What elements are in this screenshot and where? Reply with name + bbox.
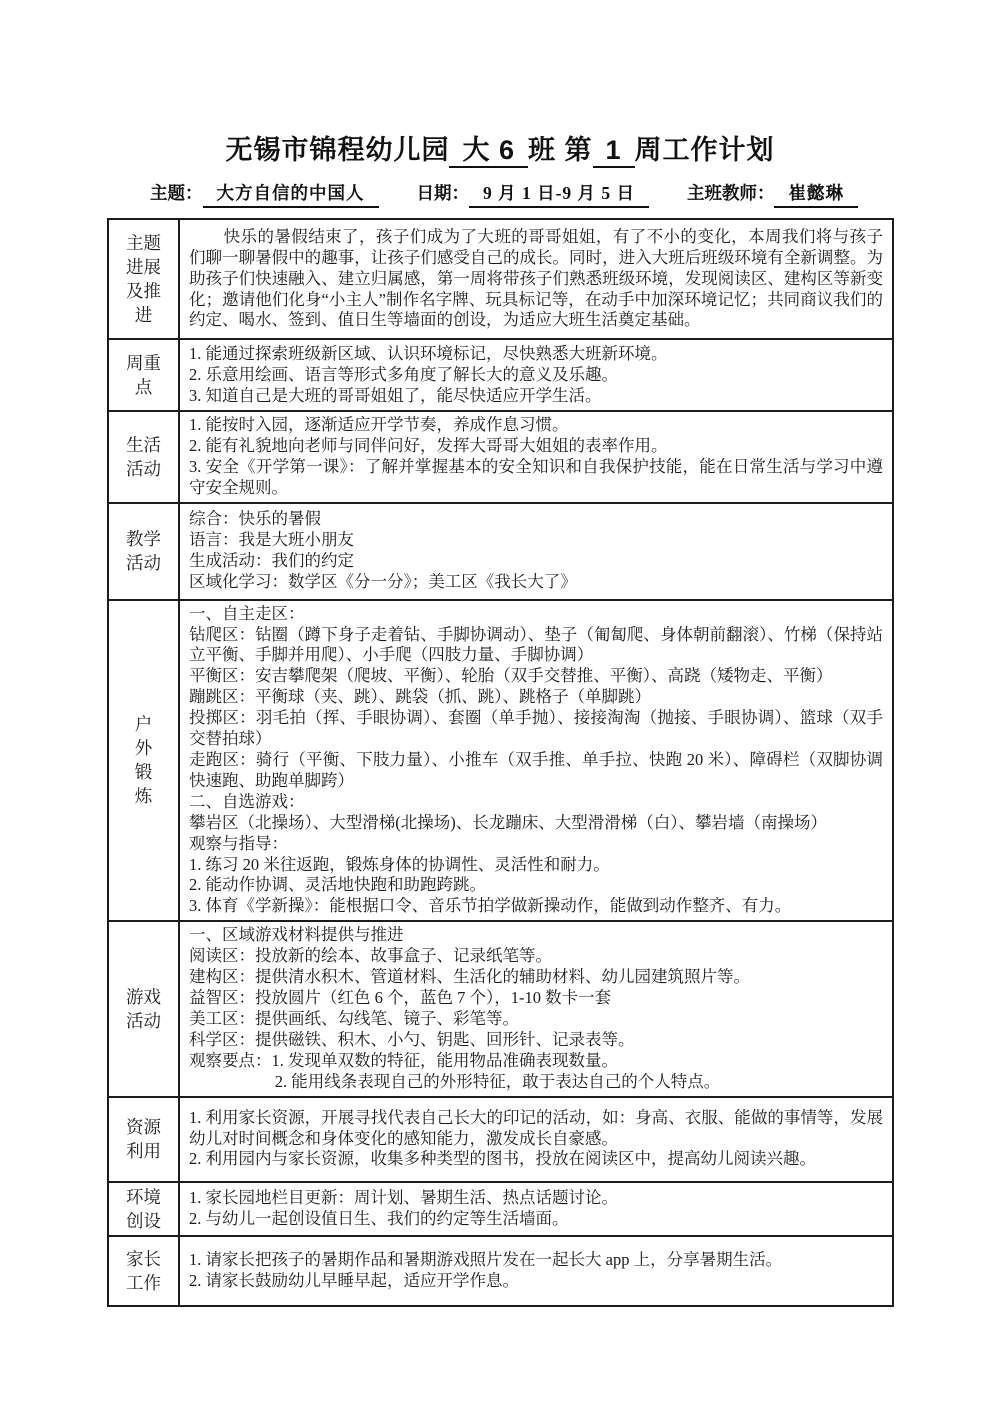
- content-line: 建构区：提供清水积木、管道材料、生活化的辅助材料、幼儿园建筑照片等。: [189, 967, 750, 987]
- content-line: 语言：我是大班小朋友: [189, 530, 354, 550]
- row-label-environment-creation: [108, 1182, 179, 1236]
- row-label-week-focus: [108, 339, 179, 411]
- row-label-theme-progress: [108, 219, 179, 339]
- row-label-teaching-activities: [108, 503, 179, 600]
- table-row-resource-use: [108, 1097, 893, 1182]
- meta-teacher: [687, 180, 858, 208]
- row-label-line: 工作: [126, 1272, 161, 1293]
- row-content-parent-work: [179, 1236, 893, 1306]
- content-line: 3. 知道自己是大班的哥哥姐姐了，能尽快适应开学生活。: [189, 385, 602, 405]
- content-line: 观察要点：1. 发现单双数的特征，能用物品准确表现数量。: [189, 1050, 618, 1070]
- content-line: 美工区：提供画纸、勾线笔、镜子、彩笔等。: [189, 1008, 519, 1028]
- title-suffix-text: 周工作计划: [634, 135, 775, 165]
- row-content-resource-use: [179, 1097, 893, 1182]
- row-content-week-focus: [179, 339, 893, 411]
- content-line: 生成活动：我们的约定: [189, 551, 354, 571]
- meta-date: [416, 180, 649, 208]
- content-line: 2. 利用园内与家长资源，收集多种类型的图书，投放在阅读区中，提高幼儿阅读兴趣。: [189, 1149, 816, 1169]
- content-line: 投掷区：羽毛拍（挥、手眼协调）、套圈（单手抛）、接接淘淘（抛接、手眼协调）、篮球（双手交替拍球）: [189, 708, 883, 749]
- content-line: 2. 能动作协调、灵活地快跑和助跑跨跳。: [189, 875, 486, 895]
- content-line: 益智区：投放圆片（红色 6 个，蓝色 7 个），1-10 数卡一套: [189, 987, 612, 1007]
- content-line: 1. 能通过探索班级新区域、认识环境标记，尽快熟悉大班新环境。: [189, 343, 668, 363]
- row-label-line: 教学: [126, 529, 161, 550]
- content-line: 2. 与幼儿一起创设值日生、我们的约定等生活墙面。: [189, 1208, 569, 1228]
- content-line: 蹦跳区：平衡球（夹、跳）、跳袋（抓、跳）、跳格子（单脚跳）: [189, 687, 651, 707]
- table-row-teaching-activities: [108, 503, 893, 600]
- content-line: 综合：快乐的暑假: [189, 509, 321, 529]
- meta-theme: [150, 180, 379, 208]
- date-label: 日期：: [416, 183, 469, 204]
- content-line: 快乐的暑假结束了，孩子们成为了大班的哥哥姐姐，有了不小的变化，本周我们将与孩子们聊一聊暑假中的趣事，让孩子们感受自己的成长。同时，进入大班后班级环境有全新调整。为助孩子们快速融入、建立归属感，第一周将带孩子们熟悉班级环境，发现阅读区、建构区等新变化；邀请他们化身“小主人”制作名字牌、玩具标记等，在动手中加深环境记忆；共同商议我们的约定、喝水、签到、值日生等墙面的创设，为适应大班生活奠定基础。: [189, 226, 883, 330]
- content-line: 阅读区：投放新的绘本、故事盒子、记录纸笔等。: [189, 946, 552, 966]
- row-label-line: 资源: [126, 1117, 161, 1138]
- row-content-outdoor-exercise: [179, 600, 893, 922]
- row-label-outdoor-exercise: [108, 600, 179, 922]
- content-line: 科学区：提供磁铁、积木、小勺、钥匙、回形针、记录表等。: [189, 1029, 635, 1049]
- content-line: 走跑区：骑行（平衡、下肢力量）、小推车（双手推、单手拉、快跑 20 米）、障碍栏（双脚协调快速跑、助跑单脚跨）: [189, 750, 883, 790]
- table-row-outdoor-exercise: [108, 600, 893, 922]
- content-line: 2. 请家长鼓励幼儿早睡早起，适应开学作息。: [189, 1270, 519, 1290]
- row-label-life-activities: [108, 411, 179, 503]
- content-line: 一、自主走区：: [189, 603, 305, 623]
- row-label-line: 活动: [126, 458, 161, 479]
- row-label-line: 点: [134, 377, 153, 398]
- row-content-game-activities: [179, 921, 893, 1096]
- teacher-value: 崔懿琳: [774, 180, 858, 208]
- content-line: 1. 练习 20 米往返跑，锻炼身体的协调性、灵活性和耐力。: [189, 854, 610, 874]
- teacher-label: 主班教师：: [686, 183, 775, 204]
- theme-label: 主题：: [150, 183, 203, 204]
- row-label-line: 周重: [126, 353, 161, 374]
- table-row-environment-creation: [108, 1182, 893, 1236]
- content-line: 观察与指导：: [189, 833, 288, 853]
- row-label-line: 游戏: [126, 986, 161, 1007]
- content-line: 平衡区：安吉攀爬架（爬坡、平衡）、轮胎（双手交替推、平衡）、高跷（矮物走、平衡）: [189, 666, 833, 686]
- row-label-line: 炼: [134, 786, 153, 807]
- row-label-line: 外: [134, 738, 153, 759]
- row-label-line: 创设: [126, 1210, 161, 1231]
- content-line: 1. 利用家长资源，开展寻找代表自己长大的印记的活动，如：身高、衣服、能做的事情等，发展幼儿对时间概念和身体变化的感知能力，激发成长自豪感。: [189, 1107, 883, 1148]
- table-row-life-activities: [108, 411, 893, 503]
- content-line: 1. 能按时入园，逐渐适应开学节奏，养成作息习惯。: [189, 415, 569, 435]
- row-label-line: 家长: [126, 1248, 161, 1269]
- content-line: 一、区域游戏材料提供与推进: [189, 925, 404, 945]
- row-label-line: 及推: [126, 281, 161, 302]
- content-line: 2. 能有礼貌地向老师与同伴问好，发挥大哥哥大姐姐的表率作用。: [189, 435, 668, 455]
- title-school-name: 无锡市锦程幼儿园: [225, 135, 450, 165]
- content-line: 区域化学习：数学区《分一分》；美工区《我长大了》: [189, 572, 577, 592]
- row-label-line: 环境: [126, 1186, 161, 1207]
- weekly-plan-table-body: [108, 219, 893, 1305]
- row-content-teaching-activities: [179, 503, 893, 600]
- row-label-parent-work: [108, 1236, 179, 1306]
- row-label-line: 活动: [126, 553, 161, 574]
- table-row-parent-work: [108, 1236, 893, 1306]
- table-row-week-focus: [108, 339, 893, 411]
- theme-value: 大方自信的中国人: [203, 180, 379, 208]
- content-line: 2. 乐意用绘画、语言等形式多角度了解长大的意义及乐趣。: [189, 364, 618, 384]
- weekly-plan-table: [107, 218, 894, 1306]
- row-content-life-activities: [179, 411, 893, 503]
- content-line: 1. 请家长把孩子的暑期作品和暑期游戏照片发在一起长大 app 上，分享暑期生活。: [189, 1249, 783, 1269]
- row-label-resource-use: [108, 1097, 179, 1182]
- table-row-game-activities: [108, 921, 893, 1096]
- content-line: 2. 能用线条表现自己的外形特征，敢于表达自己的个人特点。: [274, 1071, 721, 1091]
- row-label-game-activities: [108, 921, 179, 1096]
- row-content-environment-creation: [179, 1182, 893, 1236]
- content-line: 钻爬区：钻圈（蹲下身子走着钻、手脚协调动）、垫子（匍匐爬、身体朝前翻滚）、竹梯（保持站立平衡、手脚并用爬）、小手爬（四肢力量、手脚协调）: [189, 624, 883, 665]
- date-value: 9 月 1 日-9 月 5 日: [469, 180, 649, 208]
- table-row-theme-progress: [108, 219, 893, 339]
- title-class-value: 大 6: [449, 135, 528, 168]
- row-label-line: 生活: [126, 434, 161, 455]
- content-line: 二、自选游戏：: [189, 791, 305, 811]
- row-label-line: 锻: [134, 762, 153, 783]
- page-title: [0, 0, 1000, 168]
- content-line: 3. 体育《学新操》：能根据口令、音乐节拍学做新操动作，能做到动作整齐、有力。: [189, 896, 792, 916]
- content-line: 攀岩区（北操场）、大型滑梯(北操场)、长龙蹦床、大型滑滑梯（白）、攀岩墙（南操场）: [189, 812, 827, 832]
- content-line: 3. 安全《开学第一课》：了解并掌握基本的安全知识和自我保护技能，能在日常生活与学习中遵守安全规则。: [189, 456, 883, 497]
- title-week-value: 1: [593, 135, 635, 168]
- meta-row: [150, 180, 858, 208]
- row-label-line: 利用: [126, 1141, 161, 1162]
- row-content-theme-progress: [179, 219, 893, 339]
- row-label-line: 进展: [126, 257, 161, 278]
- row-label-line: 活动: [126, 1010, 161, 1031]
- row-label-line: 主题: [126, 233, 161, 254]
- title-mid-text: 班 第: [527, 135, 593, 165]
- content-line: 1. 家长园地栏目更新：周计划、暑期生活、热点话题讨论。: [189, 1187, 618, 1207]
- row-label-line: 进: [134, 305, 153, 326]
- row-label-line: 户: [134, 714, 153, 735]
